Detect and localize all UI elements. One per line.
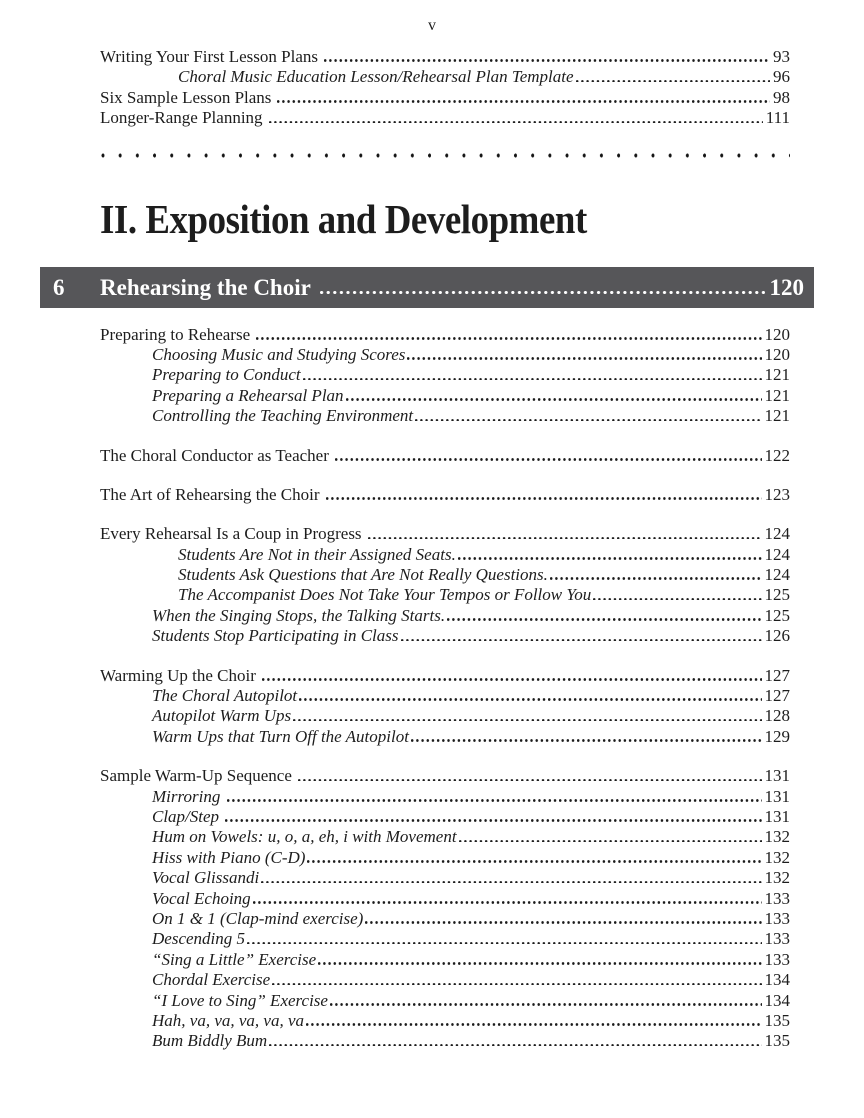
toc-entry-label: Students Are Not in their Assigned Seats. (178, 544, 456, 564)
toc-entry-page: 124 (764, 544, 790, 564)
toc-entry-label: The Accompanist Does Not Take Your Tempos or Follow You (178, 585, 592, 605)
toc-entry-page: 131 (764, 766, 790, 786)
toc-group (100, 485, 790, 505)
toc-entry-page: 135 (764, 1031, 790, 1051)
dot-leader (335, 458, 762, 461)
toc-entry-page: 125 (764, 585, 790, 605)
toc-entry-label: Hah, va, va, va, va, va (152, 1010, 305, 1030)
dot-leader (368, 537, 762, 540)
toc-entry (100, 485, 790, 505)
toc-entry-page: 121 (764, 385, 790, 405)
toc-entry-label: Autopilot Warm Ups (152, 706, 292, 726)
toc-entry (100, 365, 790, 385)
toc-entry (100, 565, 790, 585)
toc-entry (100, 1031, 790, 1051)
toc-entry (100, 1011, 790, 1031)
toc-entry-page: 132 (764, 847, 790, 867)
dot-leader (346, 398, 762, 401)
toc-entry-label: Hum on Vowels: u, o, a, eh, i with Movement (152, 827, 457, 847)
toc-entry-page: 122 (764, 445, 790, 465)
toc-entry-page: 121 (764, 365, 790, 385)
toc-entry (100, 909, 790, 929)
dot-leader (318, 962, 761, 965)
dot-leader (298, 779, 762, 782)
dot-leader (447, 618, 761, 621)
dot-leader (269, 121, 763, 124)
toc-entry (100, 325, 790, 345)
toc-entry-page: 120 (764, 324, 790, 344)
toc-entry-label: Vocal Glissandi (152, 868, 260, 888)
toc-entry-label: Hiss with Piano (C-D) (152, 847, 306, 867)
dot-leader (306, 1023, 761, 1026)
toc-entry-label: Writing Your First Lesson Plans (100, 47, 318, 66)
toc-entry (100, 929, 790, 949)
toc-group (100, 446, 790, 466)
toc-entry-page: 133 (764, 949, 790, 969)
toc-entry-page: 133 (764, 929, 790, 949)
toc-entry (100, 889, 790, 909)
toc-entry-label: Students Ask Questions that Are Not Really Questions. (178, 565, 548, 585)
dot-leader (269, 1044, 761, 1047)
toc-entry (100, 766, 790, 786)
dot-leader (262, 678, 762, 681)
toc-entry-label: Preparing to Rehearse (100, 324, 251, 344)
toc-entry-page: 133 (764, 888, 790, 908)
dot-leader (299, 698, 761, 701)
toc-entry-page: 134 (764, 990, 790, 1010)
toc-entry (100, 848, 790, 868)
toc-entry (100, 446, 790, 466)
chapter-page-number: 120 (769, 274, 804, 300)
toc-entry (100, 585, 790, 605)
dot-leader (227, 799, 762, 802)
toc-entry (100, 545, 790, 565)
toc-group (100, 766, 790, 1051)
toc-entry-label: Bum Biddly Bum (152, 1031, 268, 1051)
toc-entry-label: When the Singing Stops, the Talking Starts. (152, 605, 446, 625)
toc-entry-label: Mirroring (152, 786, 225, 806)
toc-entry (100, 686, 790, 706)
dot-leader (307, 860, 761, 863)
dot-leader (253, 901, 762, 904)
toc-entry-label: Warm Ups that Turn Off the Autopilot (152, 726, 409, 746)
toc-entry-label: Every Rehearsal Is a Coup in Progress (100, 524, 362, 544)
dot-leader (401, 639, 762, 642)
toc-entry-page: 123 (764, 484, 790, 504)
toc-entry-page: 127 (764, 686, 790, 706)
section-divider (100, 152, 790, 159)
toc-entry (100, 787, 790, 807)
dot-leader (330, 1003, 762, 1006)
toc-entry (100, 868, 790, 888)
toc-entry-label: The Choral Autopilot (152, 686, 298, 706)
toc-entry-label: Preparing a Rehearsal Plan (152, 385, 344, 405)
page-number-folio: v (428, 17, 436, 34)
toc-entry-label: “I Love to Sing” Exercise (152, 990, 328, 1010)
dot-leader (458, 557, 762, 560)
toc-entry-label: Clap/Step (152, 806, 224, 826)
toc-entry (100, 970, 790, 990)
toc-entry-page: 128 (764, 706, 790, 726)
toc-entry (100, 827, 790, 847)
toc-entry-page: 121 (764, 406, 790, 426)
chapter-banner (40, 267, 814, 308)
toc-entry-page: 134 (764, 970, 790, 990)
toc-entry-label: Students Stop Participating in Class (152, 626, 399, 646)
toc-entry (100, 950, 790, 970)
dot-leader (320, 291, 765, 294)
toc-entry-page: 135 (764, 1010, 790, 1030)
toc-entry (100, 991, 790, 1011)
toc-entry-label: The Art of Rehearsing the Choir (100, 484, 320, 504)
dot-leader (225, 819, 761, 822)
toc-body (100, 325, 790, 1052)
toc-entry-label: Six Sample Lesson Plans (100, 87, 272, 107)
toc-entry (100, 727, 790, 747)
toc-entry (100, 386, 790, 406)
toc-entry-page: 131 (764, 786, 790, 806)
chapter-number: 6 (53, 274, 65, 300)
toc-entry-label: Warming Up the Choir (100, 665, 256, 685)
toc-entry-label: Longer-Range Planning (100, 108, 263, 128)
toc-entry (100, 88, 790, 108)
toc-entry-page: 127 (764, 665, 790, 685)
dot-leader (303, 378, 762, 381)
dot-leader (415, 419, 761, 422)
toc-entry-page: 96 (773, 67, 790, 87)
dot-leader (326, 497, 762, 500)
toc-entry-page: 126 (764, 626, 790, 646)
dot-leader (272, 983, 761, 986)
toc-entry (100, 666, 790, 686)
dot-leader (277, 100, 770, 103)
toc-entry (100, 524, 790, 544)
toc-entry-label: “Sing a Little” Exercise (152, 949, 317, 969)
dot-leader (593, 598, 761, 601)
chapter-title: Rehearsing the Choir (100, 274, 311, 300)
toc-entry-page: 131 (764, 806, 790, 826)
part-heading: II. Exposition and Development (100, 195, 587, 242)
toc-entry-label: Preparing to Conduct (152, 365, 301, 385)
toc-entry-page: 93 (773, 47, 790, 66)
dot-leader (365, 921, 761, 924)
dot-leader (256, 337, 761, 340)
toc-entry-page: 98 (773, 87, 790, 107)
toc-entry-page: 125 (764, 605, 790, 625)
toc-top-block (100, 47, 790, 129)
toc-entry-label: Chordal Exercise (152, 970, 271, 990)
toc-entry-page: 129 (764, 726, 790, 746)
toc-entry-label: Vocal Echoing (152, 888, 251, 908)
toc-entry (100, 406, 790, 426)
toc-entry-page: 132 (764, 827, 790, 847)
dot-leader (411, 739, 762, 742)
dot-leader (324, 59, 770, 62)
toc-entry-page: 133 (764, 908, 790, 928)
dot-leader (459, 840, 762, 843)
toc-entry-label: Sample Warm-Up Sequence (100, 766, 292, 786)
dot-leader (293, 719, 761, 722)
toc-group (100, 524, 790, 646)
toc-entry (100, 108, 790, 128)
toc-entry-label: The Choral Conductor as Teacher (100, 445, 329, 465)
toc-entry (100, 626, 790, 646)
toc-entry-label: Controlling the Teaching Environment (152, 406, 414, 426)
toc-entry-page: 124 (764, 565, 790, 585)
dot-leader (576, 80, 770, 83)
toc-group (100, 666, 790, 748)
toc-entry (100, 606, 790, 626)
dot-leader (407, 357, 761, 360)
dot-leader (261, 881, 761, 884)
toc-entry-label: Choosing Music and Studying Scores (152, 344, 406, 364)
dot-leader (550, 577, 762, 580)
toc-group (100, 325, 790, 427)
toc-entry (100, 706, 790, 726)
toc-entry-label: Choral Music Education Lesson/Rehearsal Plan Template (178, 67, 574, 87)
toc-entry-page: 132 (764, 868, 790, 888)
toc-entry (100, 345, 790, 365)
dot-leader (247, 942, 761, 945)
toc-entry-page: 120 (764, 344, 790, 364)
toc-entry (100, 67, 790, 87)
toc-entry-page: 124 (764, 524, 790, 544)
toc-entry-label: On 1 & 1 (Clap-mind exercise) (152, 908, 364, 928)
toc-entry-label: Descending 5 (152, 929, 246, 949)
toc-entry (100, 47, 790, 67)
toc-entry-page: 111 (765, 108, 790, 128)
toc-entry (100, 807, 790, 827)
